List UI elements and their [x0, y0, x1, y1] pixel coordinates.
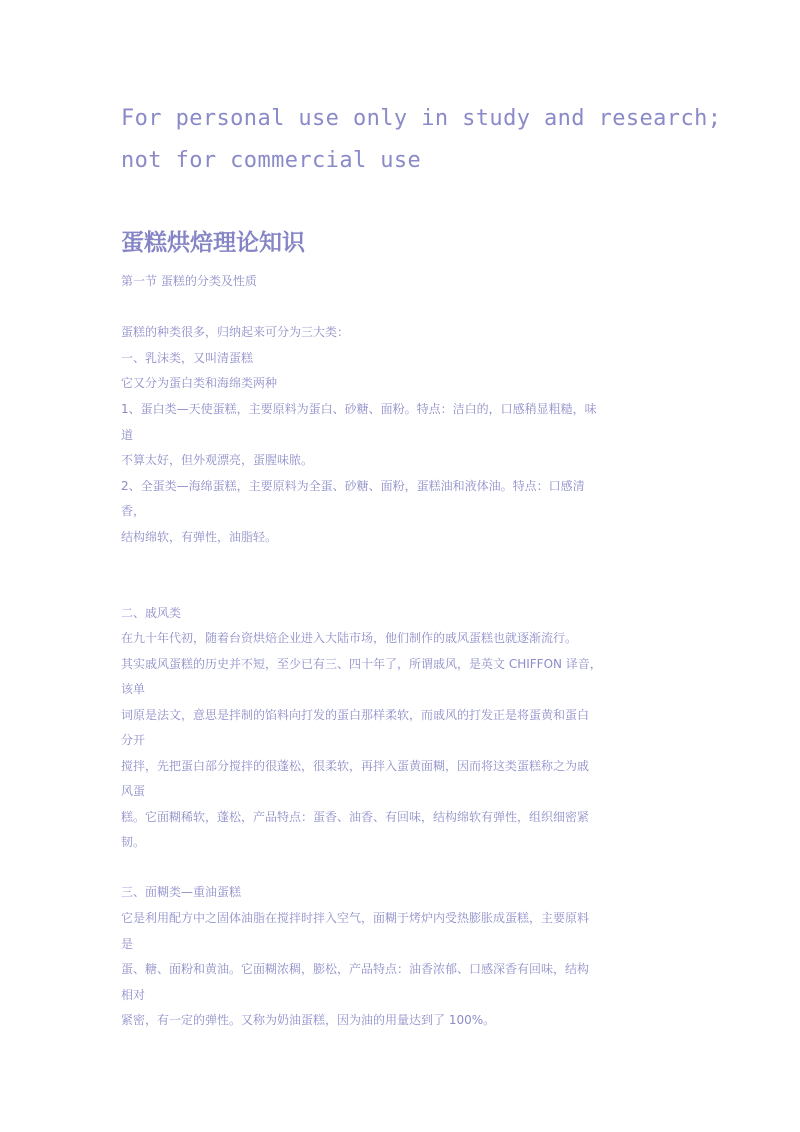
body-line: 三、面糊类—重油蛋糕 [121, 885, 242, 899]
body-line: 糕。它面糊稀软，蓬松，产品特点：蛋香、油香、有回味，结构绵软有弹性，组织细密紧 [121, 810, 590, 824]
body-line: 结构绵软，有弹性，油脂轻。 [121, 530, 278, 544]
body-line: 它是利用配方中之固体油脂在搅拌时拌入空气，面糊于烤炉内受热膨胀成蛋糕，主要原料 [121, 911, 590, 925]
body-line: 词原是法文，意思是拌制的馅料向打发的蛋白那样柔软，而戚风的打发正是将蛋黄和蛋白 [121, 708, 590, 722]
body-line: 1、蛋白类—天使蛋糕，主要原料为蛋白、砂糖、面粉。特点：洁白的，口感稍显粗糙，味 [121, 402, 597, 416]
disclaimer-line-1: For personal use only in study and research; [121, 106, 722, 131]
body-line: 在九十年代初，随着台资烘焙企业进入大陆市场，他们制作的戚风蛋糕也就逐渐流行。 [121, 631, 578, 645]
body-line: 搅拌，先把蛋白部分搅拌的很蓬松，很柔软，再拌入蛋黄面糊，因而将这类蛋糕称之为戚 [121, 759, 590, 773]
body-line: 一、乳沫类，又叫清蛋糕 [121, 351, 254, 365]
body-line: 相对 [121, 988, 146, 1002]
document-title: 蛋糕烘焙理论知识 [121, 229, 305, 256]
body-line: 不算太好，但外观漂亮，蛋腥味脓。 [121, 453, 314, 467]
body-line: 道 [121, 428, 134, 442]
body-line: 风蛋 [121, 784, 146, 798]
body-line: 其实戚风蛋糕的历史并不短，至少已有三、四十年了，所谓戚风，是英文 CHIFFON 译音， [121, 657, 602, 671]
body-line: 该单 [121, 682, 146, 696]
body-line: 香， [121, 504, 146, 518]
body-line: 韧。 [121, 835, 146, 849]
body-line: 二、戚风类 [121, 606, 182, 620]
body-line: 蛋糕的种类很多，归纳起来可分为三大类： [121, 325, 350, 339]
body-line: 是 [121, 937, 134, 951]
body-line: 分开 [121, 733, 146, 747]
body-line: 蛋、糖、面粉和黄油。它面糊浓稠，膨松，产品特点：油香浓郁、口感深香有回味，结构 [121, 962, 590, 976]
body-line: 紧密，有一定的弹性。又称为奶油蛋糕，因为油的用量达到了 100%。 [121, 1013, 496, 1027]
body-line: 2、全蛋类—海绵蛋糕，主要原料为全蛋、砂糖、面粉，蛋糕油和液体油。特点：口感清 [121, 479, 585, 493]
body-line: 它又分为蛋白类和海绵类两种 [121, 376, 278, 390]
section-heading: 第一节 蛋糕的分类及性质 [121, 274, 257, 288]
disclaimer-line-2: not for commercial use [121, 148, 422, 173]
